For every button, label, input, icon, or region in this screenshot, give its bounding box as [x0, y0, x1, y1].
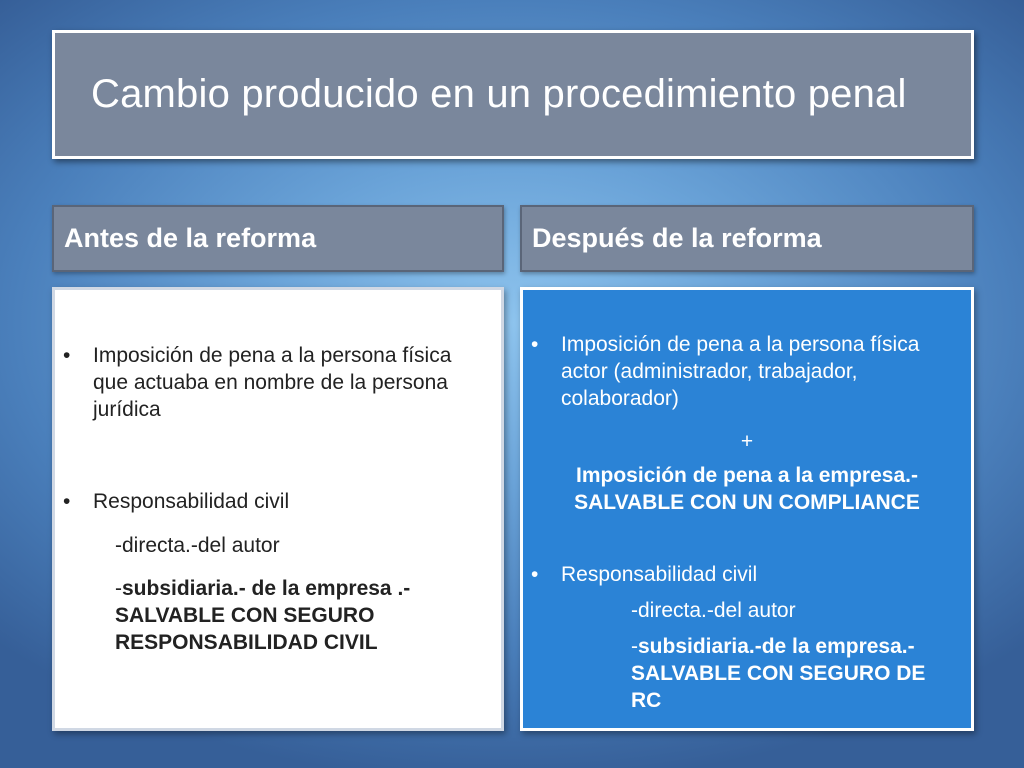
- company-penalty-line: Imposición de pena a la empresa.- SALVABLE CON UN COMPLIANCE: [574, 464, 920, 514]
- slide-title: Cambio producido en un procedimiento penal: [91, 72, 907, 116]
- bullet-text: Imposición de pena a la persona física que actuaba en nombre de la persona jurídica: [93, 344, 452, 421]
- list-item: [55, 342, 485, 423]
- bullet-icon: •: [531, 563, 539, 586]
- sub-item-direct: -directa.-del autor: [115, 534, 280, 557]
- list-item: [55, 488, 485, 515]
- bullet-icon: •: [63, 344, 71, 367]
- header-after-label: Después de la reforma: [532, 223, 822, 253]
- header-before-reform: [52, 205, 504, 272]
- bullet-icon: •: [531, 333, 539, 356]
- list-item: [523, 331, 953, 412]
- bullet-text: Imposición de pena a la persona física actor (administrador, trabajador, colaborador): [561, 333, 920, 410]
- before-reform-panel: [52, 287, 504, 731]
- sub-item-subsidiary: -subsidiaria.- de la empresa .- SALVABLE CON SEGURO RESPONSABILIDAD CIVIL: [115, 577, 411, 654]
- sub-item-direct: -directa.-del autor: [631, 599, 796, 622]
- bullet-text: Responsabilidad civil: [93, 490, 290, 513]
- title-box: [52, 30, 974, 159]
- sub-item-subsidiary: -subsidiaria.-de la empresa.- SALVABLE CON SEGURO DE RC: [631, 635, 926, 712]
- header-before-label: Antes de la reforma: [64, 223, 317, 253]
- header-after-reform: [520, 205, 974, 272]
- list-item: [523, 561, 953, 588]
- bullet-icon: •: [63, 490, 71, 513]
- bullet-text: Responsabilidad civil: [561, 563, 758, 586]
- after-reform-panel: [520, 287, 974, 731]
- plus-sign: +: [740, 430, 754, 453]
